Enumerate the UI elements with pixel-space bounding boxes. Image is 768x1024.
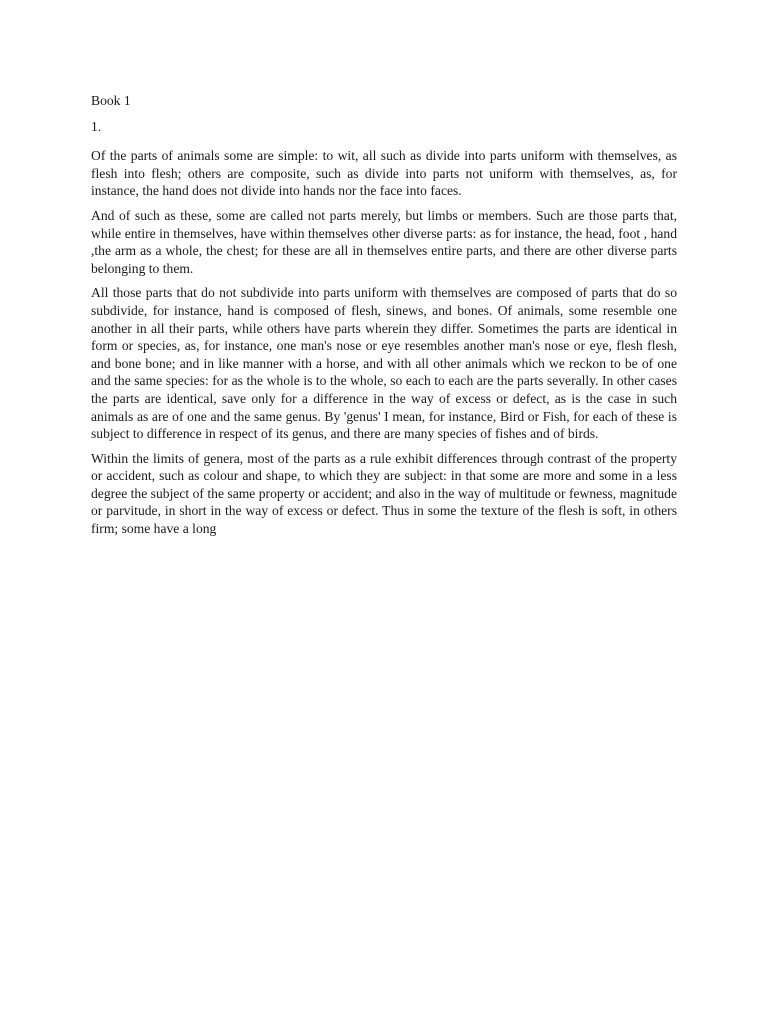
document-body — [91, 92, 677, 545]
book-title: Book 1 — [91, 93, 131, 108]
paragraph-3: All those parts that do not subdivide into parts uniform with themselves are composed of parts that do so subdivide, for instance, hand is composed of flesh, sinews, and bones. Of animals, some resemble one another in all their parts, while others have parts wherein they differ. Sometimes the parts are identical in form or species, as, for instance, one man's nose or eye resembles another man's nose or eye, flesh flesh, and bone bone; and in like manner with a horse, and with all other animals which we reckon to be of one and the same species: for as the whole is to the whole, so each to each are the parts severally. In other cases the parts are identical, save only for a difference in the way of excess or defect, as is the case in such animals as are of one and the same genus. By 'genus' I mean, for instance, Bird or Fish, for each of these is subject to difference in respect of its genus, and there are many species of fishes and of birds. — [91, 285, 677, 442]
section-number: 1. — [91, 118, 102, 134]
paragraph-4: Within the limits of genera, most of the parts as a rule exhibit differences through contrast of the property or accident, such as colour and shape, to which they are subject: in that some are more and some in a less degree the subject of the same property or accident; and also in the way of multitude or fewness, magnitude or parvitude, in short in the way of excess or defect. Thus in some the texture of the flesh is soft, in others firm; some have a long — [91, 450, 677, 537]
paragraph-2: And of such as these, some are called not parts merely, but limbs or members. Such are those parts that, while entire in themselves, have within themselves other diverse parts: as for instance, the head, foot , hand ,the arm as a whole, the chest; for these are all in themselves entire parts, and there are other diverse parts belonging to them. — [91, 207, 677, 276]
paragraph-1: Of the parts of animals some are simple: to wit, all such as divide into parts uniform with themselves, as flesh into flesh; others are composite, such as divide into parts not uniform with themselves, as, for instance, the hand does not divide into hands nor the face into faces. — [91, 148, 677, 199]
